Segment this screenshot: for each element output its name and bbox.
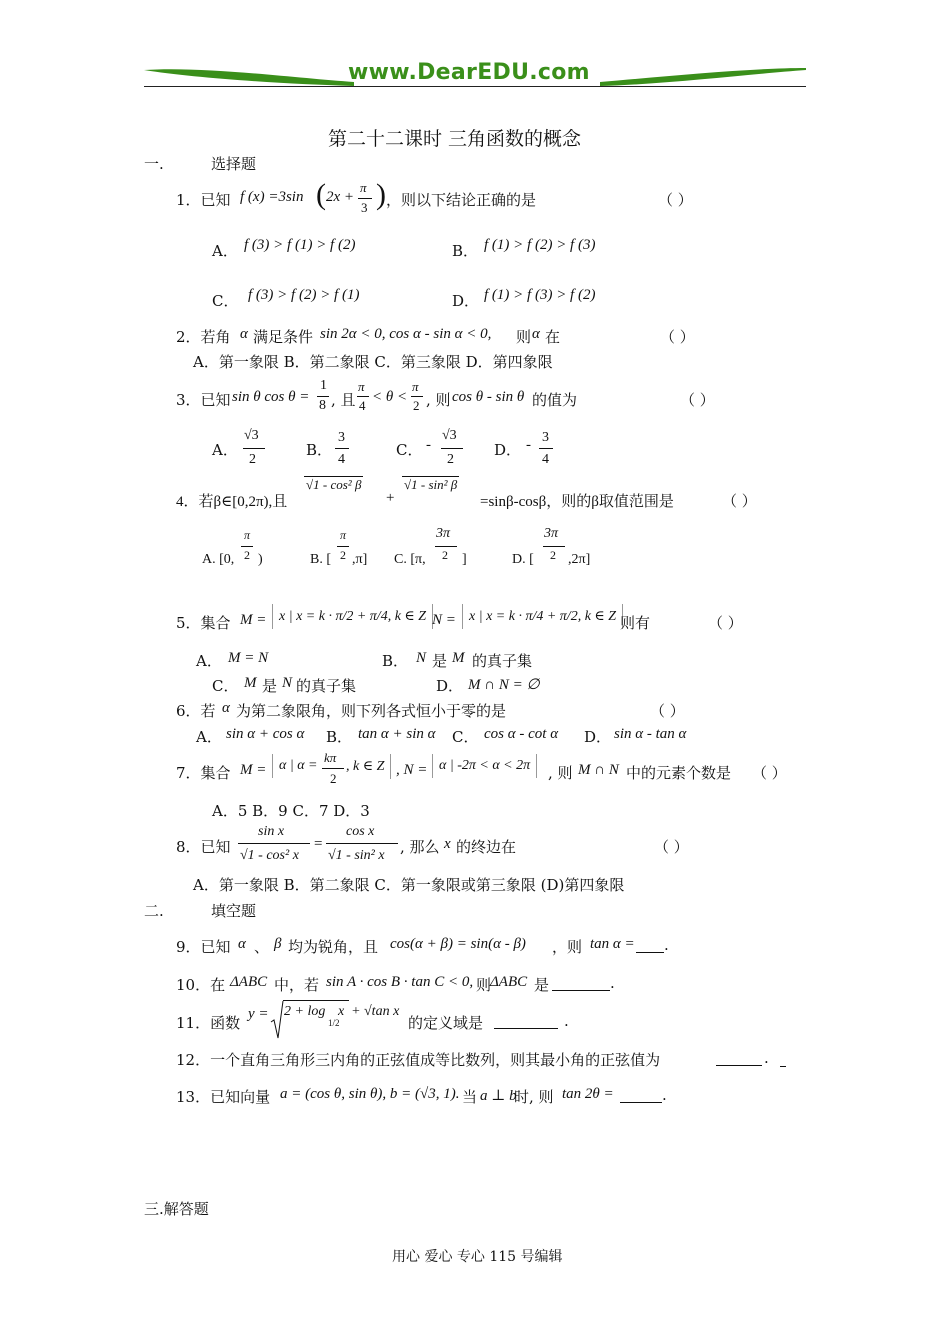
site-logo[interactable]: www.DearEDU.com	[348, 60, 590, 85]
q1-option-a[interactable]: f (3) > f (1) > f (2)	[244, 237, 356, 253]
q4-option-b-bar	[337, 546, 349, 547]
q2-prefix: 2．若角	[176, 328, 231, 346]
q13-when: 当	[462, 1088, 478, 1106]
q3-denominator: 8	[319, 398, 326, 413]
q3-fraction-bar-2	[357, 396, 369, 397]
q6-alpha: α	[222, 700, 230, 716]
q10-triangle: ΔABC	[230, 974, 268, 990]
q2-mid: 满足条件	[253, 328, 314, 346]
q4-option-b-close: ,π]	[352, 552, 368, 567]
q3-fraction-bar	[317, 396, 329, 397]
q3-option-c-num[interactable]: √3	[442, 428, 457, 443]
q12-mark	[780, 1066, 786, 1067]
q3-answer-bracket[interactable]: （ ）	[680, 391, 715, 409]
q1-option-c-label: C．	[212, 292, 239, 310]
q5-answer-bracket[interactable]: （ ）	[708, 614, 743, 632]
q11-y: y =	[248, 1006, 269, 1022]
q4-option-b-two: 2	[340, 548, 346, 562]
q7-set-m-tail: , k ∈ Z	[346, 754, 391, 779]
q11-root-1-x: x	[338, 1004, 345, 1019]
q6-option-a-label: A．	[196, 728, 222, 746]
q1-answer-bracket[interactable]: （ ）	[658, 191, 693, 209]
q6-prefix: 6．若	[176, 702, 216, 720]
q4-prefix: 4．若β∈[0,2π),且	[176, 494, 288, 510]
q5-option-b-text: 的真子集	[472, 652, 533, 670]
q4-radical-1: √1 - cos² β	[306, 477, 362, 492]
q10-tail: 是	[534, 976, 550, 994]
q7-two: 2	[330, 771, 337, 786]
q5-option-a[interactable]: M = N	[228, 650, 269, 666]
q10-triangle-2: ΔABC	[490, 974, 528, 990]
q8-den-2: √1 - sin² x	[328, 848, 385, 863]
q5-prefix: 5．集合	[176, 614, 231, 632]
q7-m-eq: M =	[240, 762, 267, 778]
q5-option-c-is: 是	[262, 677, 278, 695]
q1-pi: π	[360, 180, 367, 195]
q4-option-a-pi: π	[244, 528, 251, 542]
q6-option-c-label: C．	[452, 728, 479, 746]
q4-option-d-two: 2	[550, 548, 556, 562]
q3-option-a-label: A．	[212, 441, 238, 459]
q9-alpha: α	[238, 936, 246, 952]
q7-options[interactable]: A．5 B．9 C．7 D．3	[212, 802, 370, 820]
q3-tail: 的值为	[532, 391, 578, 409]
q8-den-1: √1 - cos² x	[240, 848, 299, 863]
q2-tail: 在	[545, 328, 561, 346]
q3-option-b-den: 4	[338, 452, 345, 467]
q6-suffix: 为第二象限角，则下列各式恒小于零的是	[236, 702, 507, 720]
q4-option-a[interactable]: A. [0,	[202, 552, 235, 567]
q10-expression: sin A · cos B · tan C < 0,	[326, 974, 474, 990]
q3-option-d-neg: -	[526, 437, 531, 453]
q7-n-eq: , N =	[396, 762, 428, 778]
q7-prefix: 7．集合	[176, 764, 231, 782]
q9-sep: 、	[254, 938, 270, 956]
q11-suffix: 的定义域是	[408, 1014, 484, 1032]
q2-alpha: α	[240, 326, 248, 342]
q13-tan: tan 2θ =	[562, 1086, 614, 1102]
left-swoosh-icon	[144, 64, 354, 88]
q3-option-c-den: 2	[447, 452, 454, 467]
q3-numerator: 1	[320, 378, 327, 393]
q1-function: f (x) =3sin	[240, 189, 304, 205]
page-footer: 用心 爱心 专心 115 号编辑	[392, 1249, 563, 1265]
q2-condition: sin 2α < 0, cos α - sin α < 0,	[320, 326, 492, 342]
q3-option-d-label: D．	[494, 441, 522, 459]
q3-option-d-den: 4	[542, 452, 549, 467]
page-title: 第二十二课时 三角函数的概念	[328, 128, 582, 150]
q8-tail: 的终边在	[456, 838, 517, 856]
q7-tail: 中的元素个数是	[626, 764, 732, 782]
q4-option-a-bar	[241, 546, 253, 547]
q3-four: 4	[359, 398, 366, 413]
q13-end: .	[662, 1086, 667, 1104]
q5-option-d-label: D．	[436, 677, 464, 695]
q11-plus: +	[352, 1004, 360, 1019]
q4-radical-2: √1 - sin² β	[404, 477, 458, 492]
q4-option-b[interactable]: B. [	[310, 552, 331, 567]
q11-root-2: √tan x	[364, 1004, 400, 1019]
q8-options[interactable]: A．第一象限 B．第二象限 C．第一象限或第三象限 (D)第四象限	[193, 876, 625, 894]
q4-option-d[interactable]: D. [	[512, 552, 534, 567]
q6-option-d[interactable]: sin α - tan α	[614, 726, 687, 742]
q6-option-a[interactable]: sin α + cos α	[226, 726, 305, 742]
q11-radical-bar	[283, 1000, 349, 1001]
q13-mid: 时, 则	[514, 1088, 554, 1106]
q1-close-paren: )	[376, 178, 386, 211]
q8-num-1: sin x	[258, 824, 285, 839]
q13-perp: a ⊥ b	[480, 1088, 517, 1104]
q5-option-c-n: N	[282, 675, 293, 691]
q9-mid: 均为锐角，且	[288, 938, 379, 956]
q5-option-c-m[interactable]: M	[244, 675, 257, 691]
q7-fraction-bar	[322, 768, 344, 769]
q4-option-d-close: ,2π]	[568, 552, 591, 567]
q4-option-d-3pi: 3π	[544, 526, 559, 541]
q13-answer-blank[interactable]	[620, 1088, 662, 1103]
q5-option-c-text: 的真子集	[296, 677, 357, 695]
q1-option-b[interactable]: f (1) > f (2) > f (3)	[484, 237, 596, 253]
q3-option-d-bar	[539, 448, 553, 449]
q1-option-b-label: B．	[452, 242, 479, 260]
q1-fraction-bar	[358, 198, 372, 199]
q10-mid: 中，若	[274, 976, 320, 994]
q8-suffix: , 那么	[400, 838, 440, 856]
q12-answer-blank[interactable]	[716, 1051, 762, 1066]
q4-option-c-two: 2	[442, 548, 448, 562]
q9-answer-blank[interactable]	[636, 938, 664, 953]
q4-option-c[interactable]: C. [π,	[394, 552, 426, 567]
q8-prefix: 8．已知	[176, 838, 231, 856]
q5-option-d[interactable]: M ∩ N = ∅	[468, 677, 540, 693]
q5-option-a-label: A．	[196, 652, 222, 670]
q1-option-a-label: A．	[212, 242, 238, 260]
q3-option-c-label: C．	[396, 441, 423, 459]
q3-option-a-bar	[243, 448, 265, 449]
q5-option-b-label: B．	[382, 652, 409, 670]
section-2-label: 填空题	[211, 902, 257, 920]
section-1-label: 选择题	[211, 155, 257, 173]
q10-end: .	[610, 974, 615, 992]
q7-answer-bracket[interactable]: （ ）	[752, 764, 787, 782]
header-rule	[144, 86, 806, 87]
q1-open-paren: (	[316, 178, 326, 211]
q13-prefix: 13．已知向量	[176, 1088, 271, 1106]
q11-end: .	[564, 1012, 569, 1030]
q3-pi-2: π	[412, 379, 419, 394]
q12-end: .	[764, 1049, 769, 1067]
q5-option-b-m: M	[452, 650, 465, 666]
q3-two: 2	[413, 398, 420, 413]
q9-beta: β	[274, 936, 282, 952]
q11-prefix: 11．函数	[176, 1014, 241, 1032]
q2-alpha-2: α	[532, 326, 540, 342]
q3-option-c-bar	[441, 448, 463, 449]
q5-set-m: x | x = k · π/2 + π/4, k ∈ Z	[272, 604, 433, 629]
q3-option-b-label: B．	[306, 441, 333, 459]
q3-option-a-num[interactable]: √3	[244, 428, 259, 443]
q3-expression-2: cos θ - sin θ	[452, 389, 525, 405]
q6-option-b-label: B．	[326, 728, 353, 746]
q11-answer-blank[interactable]	[494, 1014, 558, 1029]
q4-plus: +	[386, 490, 395, 506]
q6-option-d-label: D．	[584, 728, 612, 746]
q4-suffix: =sinβ-cosβ，则的β取值范围是	[480, 494, 674, 510]
q2-answer-bracket[interactable]: （ ）	[660, 328, 695, 346]
q11-log-base: 1/2	[328, 1018, 340, 1028]
q6-option-c[interactable]: cos α - cot α	[484, 726, 559, 742]
q9-end: .	[664, 936, 669, 954]
q5-n-eq: N =	[432, 612, 456, 628]
q5-set-n: x | x = k · π/4 + π/2, k ∈ Z	[462, 604, 623, 629]
q8-answer-bracket[interactable]: （ ）	[654, 838, 689, 856]
q1-option-c[interactable]: f (3) > f (2) > f (1)	[248, 287, 360, 303]
q4-option-a-two: 2	[244, 548, 250, 562]
q3-prefix: 3．已知	[176, 391, 231, 409]
q2-options[interactable]: A．第一象限 B．第二象限 C．第三象限 D．第四象限	[193, 353, 553, 371]
q5-suffix: 则有	[620, 614, 651, 632]
q9-tan: tan α =	[590, 936, 635, 952]
q9-suffix: ，则	[552, 938, 583, 956]
q3-option-a-den: 2	[249, 452, 256, 467]
q8-x: x	[444, 836, 451, 852]
q3-option-b-bar	[335, 448, 349, 449]
section-1-number: 一.	[144, 155, 164, 173]
q3-expression: sin θ cos θ =	[232, 389, 310, 405]
q10-suffix: 则	[476, 976, 492, 994]
section-3-label: 三.解答题	[144, 1200, 209, 1218]
q7-set-m-head: α | α =	[272, 754, 318, 778]
q11-radical-icon	[270, 1000, 284, 1040]
right-swoosh-icon	[600, 64, 806, 88]
q7-intersection: M ∩ N	[578, 762, 619, 778]
q4-option-c-close: ]	[462, 552, 467, 567]
q1-option-d[interactable]: f (1) > f (3) > f (2)	[484, 287, 596, 303]
q6-answer-bracket[interactable]: （ ）	[650, 702, 685, 720]
q5-m-eq: M =	[240, 612, 267, 628]
q4-option-c-3pi: 3π	[436, 526, 451, 541]
q4-option-c-bar	[435, 546, 457, 547]
q8-fraction-bar-1	[238, 843, 310, 844]
q4-answer-bracket[interactable]: （ ）	[722, 492, 757, 510]
q6-option-b[interactable]: tan α + sin α	[358, 726, 436, 742]
q3-pi-1: π	[358, 379, 365, 394]
q7-set-n: α | -2π < α < 2π	[432, 754, 537, 778]
q9-prefix: 9．已知	[176, 938, 231, 956]
q3-inequality: < θ <	[372, 389, 408, 405]
q4-option-d-bar	[543, 546, 565, 547]
q7-kpi: kπ	[324, 750, 337, 765]
q8-num-2: cos x	[346, 824, 375, 839]
q2-suffix: 则	[516, 328, 532, 346]
q9-expression: cos(α + β) = sin(α - β)	[390, 936, 526, 952]
q5-option-b-is: 是	[432, 652, 448, 670]
q1-three: 3	[361, 200, 368, 215]
q5-option-c-label: C．	[212, 677, 239, 695]
q3-option-b-num[interactable]: 3	[338, 430, 345, 445]
q1-suffix: ，则以下结论正确的是	[386, 191, 537, 209]
q8-fraction-bar-2	[326, 843, 398, 844]
q3-option-c-neg: -	[426, 437, 431, 453]
q1-prefix: 1．已知	[176, 191, 231, 209]
q10-answer-blank[interactable]	[552, 976, 610, 991]
section-2-number: 二.	[144, 902, 164, 920]
q4-option-a-close: )	[258, 552, 263, 567]
q7-suffix: , 则	[548, 764, 573, 782]
q5-option-b-n[interactable]: N	[416, 650, 427, 666]
q3-option-d-num[interactable]: 3	[542, 430, 549, 445]
q3-mid: , 且	[331, 391, 356, 409]
q1-argument: 2x +	[326, 189, 355, 205]
q3-fraction-bar-3	[411, 396, 423, 397]
q4-option-b-pi: π	[340, 528, 347, 542]
q11-root-1: 2 + log	[284, 1004, 326, 1019]
q10-prefix: 10．在	[176, 976, 226, 994]
q1-option-d-label: D．	[452, 292, 480, 310]
q3-suffix: , 则	[426, 391, 451, 409]
q12-text: 12．一个直角三角形三内角的正弦值成等比数列，则其最小角的正弦值为	[176, 1051, 661, 1069]
q8-equals: =	[314, 836, 323, 852]
q13-expression: a = (cos θ, sin θ), b = (√3, 1).	[280, 1086, 460, 1102]
